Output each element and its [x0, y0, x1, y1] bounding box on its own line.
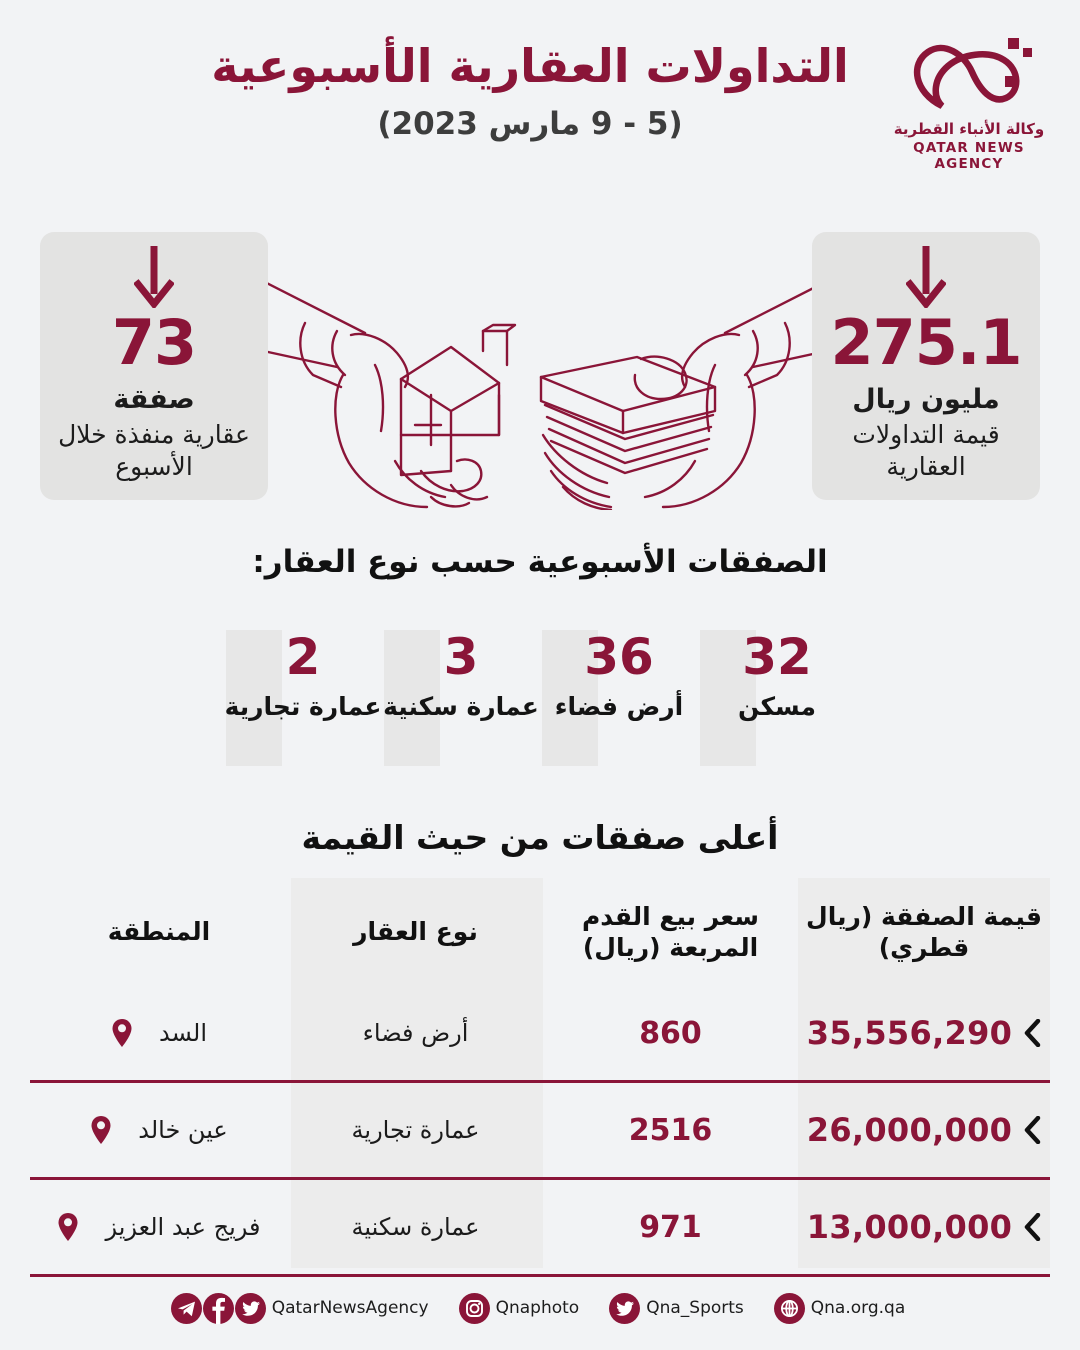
deal-type-cell [288, 1213, 543, 1241]
arrow-down-icon [906, 246, 946, 308]
row-divider [30, 1274, 1050, 1277]
chevron-left-icon [1024, 1019, 1041, 1047]
social-icons [774, 1293, 805, 1324]
category-label: عمارة سكنية [383, 692, 539, 721]
deals-count-description: عقارية منفذة خلال الأسبوع [58, 420, 250, 482]
deal-value: 26,000,000 [806, 1111, 1013, 1149]
deal-price: 971 [639, 1209, 702, 1245]
location-pin-icon [111, 1018, 133, 1048]
social-handle: QatarNewsAgency [271, 1298, 429, 1318]
category-item [540, 620, 698, 780]
deal-area-cell [30, 1018, 288, 1048]
table-heading: أعلى صفقات من حيث القيمة [301, 818, 779, 857]
chevron-left-icon [1024, 1116, 1041, 1144]
hero-section [0, 200, 1080, 520]
deal-area-cell [30, 1115, 288, 1145]
category-value: 3 [443, 628, 479, 686]
qna-logo-mark [880, 26, 1058, 118]
social-handle: Qna.org.qa [810, 1298, 906, 1318]
deal-price: 860 [639, 1015, 702, 1051]
deal-area: فريج عبد العزيز [105, 1212, 261, 1241]
qna-logo-english: QATAR NEWS AGENCY [913, 140, 1025, 172]
category-value: 2 [285, 628, 321, 686]
social-icons [171, 1293, 266, 1324]
social-handle: Qna_Sports [646, 1298, 744, 1318]
column-header-area: المنطقة [107, 917, 211, 947]
category-label: أرض فضاء [554, 692, 684, 721]
table-row [30, 1180, 1050, 1274]
deal-price-cell [543, 1113, 798, 1148]
location-pin-icon [90, 1115, 112, 1145]
twitter-icon[interactable] [235, 1293, 266, 1324]
table-row [30, 1083, 1050, 1177]
deal-value-cell [798, 1111, 1050, 1149]
table-header-row [30, 878, 1050, 986]
arrow-down-icon [134, 246, 174, 308]
category-item [382, 620, 540, 780]
deal-area: عين خالد [138, 1115, 228, 1144]
social-group-website[interactable] [774, 1293, 909, 1324]
category-label: مسكن [738, 692, 816, 721]
total-value-amount: 275.1 [830, 306, 1022, 379]
deal-area: السد [159, 1018, 207, 1047]
deal-type-cell [288, 1116, 543, 1144]
deal-price-cell [543, 1210, 798, 1245]
telegram-icon[interactable] [171, 1293, 202, 1324]
table-row [30, 986, 1050, 1080]
page-title: التداولات العقارية الأسبوعية [211, 39, 849, 93]
deal-value: 35,556,290 [806, 1014, 1013, 1052]
title-block [200, 38, 860, 142]
total-value-description: قيمة التداولات العقارية [852, 420, 1000, 482]
total-value-unit: مليون ريال [852, 384, 1000, 415]
deal-type: عمارة سكنية [351, 1213, 480, 1241]
social-group-instagram[interactable] [459, 1293, 584, 1324]
social-icons [459, 1293, 490, 1324]
instagram-icon[interactable] [459, 1293, 490, 1324]
deal-value-cell [798, 1208, 1050, 1246]
globe-icon[interactable] [774, 1293, 805, 1324]
column-header-type: نوع العقار [353, 917, 478, 947]
deal-type: أرض فضاء [362, 1019, 469, 1047]
facebook-icon[interactable] [203, 1293, 234, 1324]
categories-heading: الصفقات الأسبوعية حسب نوع العقار: [252, 544, 828, 580]
qna-logo [880, 26, 1058, 172]
deals-count-value: 73 [111, 306, 197, 379]
social-group-sports[interactable] [609, 1293, 748, 1324]
deal-value: 13,000,000 [806, 1208, 1013, 1246]
deal-price-cell [543, 1016, 798, 1051]
category-value: 36 [584, 628, 654, 686]
top-deals-table [30, 878, 1050, 1277]
twitter-icon[interactable] [609, 1293, 640, 1324]
deal-value-cell [798, 1014, 1050, 1052]
social-icons [609, 1293, 640, 1324]
deal-price: 2516 [628, 1112, 713, 1148]
footer-social-bar [0, 1284, 1080, 1332]
category-value: 32 [742, 628, 812, 686]
location-pin-icon [57, 1212, 79, 1242]
deals-count-unit: صفقة [113, 384, 195, 415]
category-item [698, 620, 856, 780]
chevron-left-icon [1024, 1213, 1041, 1241]
deal-type-cell [288, 1019, 543, 1047]
handshake-house-money-illustration [245, 235, 845, 510]
column-header-price: سعر بيع القدم المربعة (ريال) [581, 901, 760, 962]
deals-count-card [40, 232, 268, 500]
category-label: عمارة تجارية [224, 692, 382, 721]
categories-row [0, 620, 1080, 790]
date-range: (5 - 9 مارس 2023) [377, 105, 683, 142]
total-value-card [812, 232, 1040, 500]
header [0, 0, 1080, 200]
deal-area-cell [30, 1212, 288, 1242]
deal-type: عمارة تجارية [351, 1116, 480, 1144]
social-handle: Qnaphoto [495, 1298, 580, 1318]
column-header-value: قيمة الصفقة (ريال قطري) [806, 901, 1042, 962]
qna-logo-arabic: وكالة الأنباء القطرية [893, 120, 1045, 138]
category-item [224, 620, 382, 780]
social-group-main[interactable] [171, 1293, 433, 1324]
